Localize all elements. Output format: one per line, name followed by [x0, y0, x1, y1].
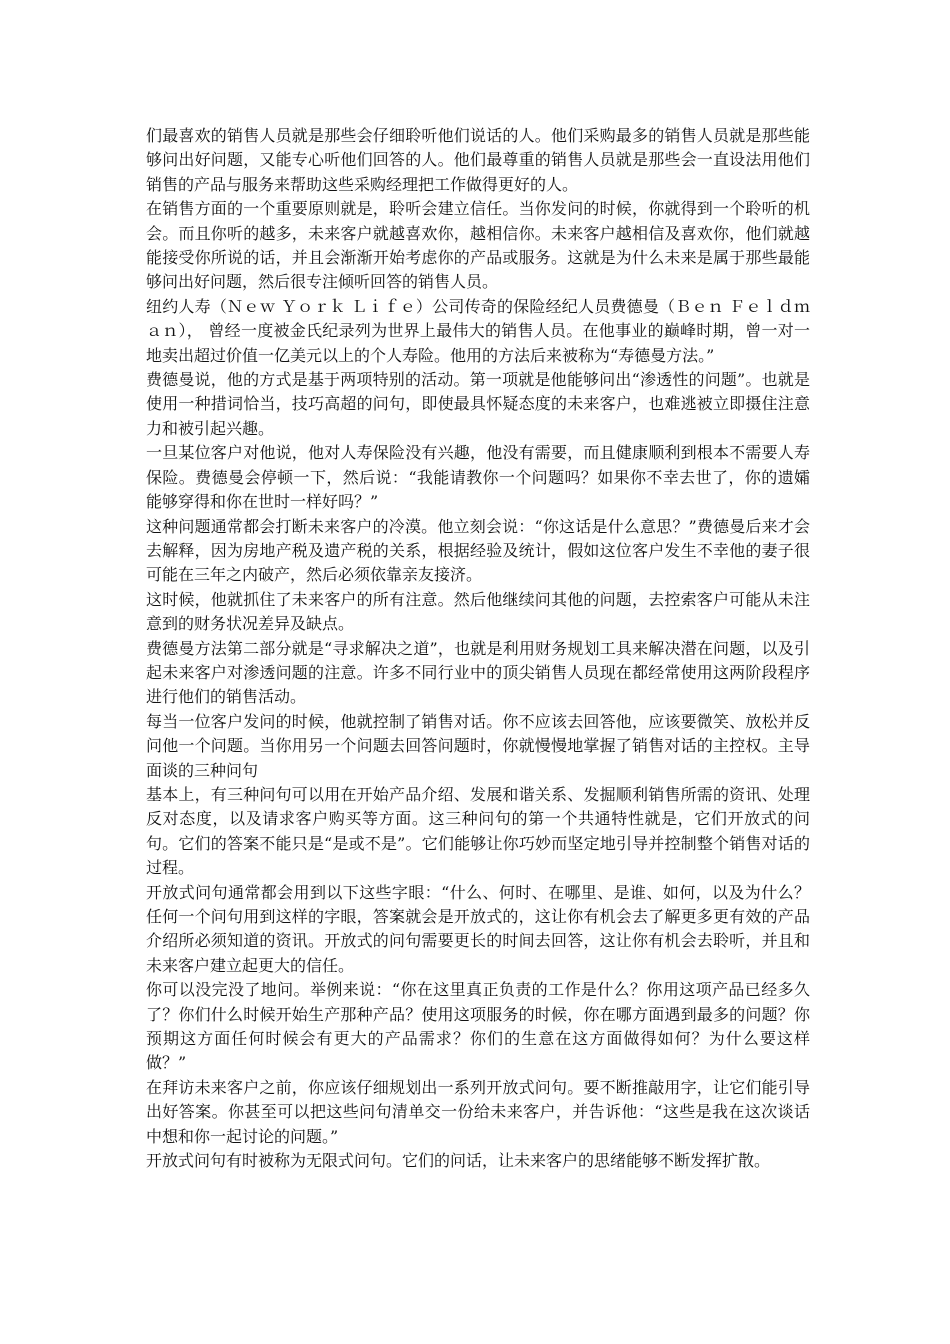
- paragraph: 这种问题通常都会打断未来客户的冷漠。他立刻会说：“你这话是什么意思？”费德曼后来才会去解释，因为房地产税及遗产税的关系，根据经验及统计，假如这位客户发生不幸他的妻子很可能在三年之内破产，然后必须依靠亲友接济。: [146, 516, 810, 585]
- paragraph: 费德曼方法第二部分就是“寻求解决之道”，也就是利用财务规划工具来解决潜在问题，以及引起未来客户对渗透问题的注意。许多不同行业中的顶尖销售人员现在都经常使用这两阶段程序进行他们的销售活动。: [146, 638, 810, 707]
- paragraph: 每当一位客户发问的时候，他就控制了销售对话。你不应该去回答他，应该要微笑、放松并反问他一个问题。当你用另一个问题去回答问题时，你就慢慢地掌握了销售对话的主控权。主导面谈的三种问句: [146, 711, 810, 780]
- paragraph: 费德曼说，他的方式是基于两项特别的活动。第一项就是他能够问出“渗透性的问题”。也就是使用一种措词恰当，技巧高超的问句，即使最具怀疑态度的未来客户，也难逃被立即摄住注意力和被引起兴趣。: [146, 370, 810, 438]
- paragraph: 你可以没完没了地问。举例来说：“你在这里真正负责的工作是什么？你用这项产品已经多久了？你们什么时候开始生产那种产品？使用这项服务的时候，你在哪方面遇到最多的问题？你预期这方面任何时候会有更大的产品需求？你们的生意在这方面做得如何？为什么要这样做？”: [146, 980, 810, 1073]
- paragraph: 开放式问句有时被称为无限式问句。它们的问话，让未来客户的思绪能够不断发挥扩散。: [146, 1151, 771, 1171]
- paragraph: 一旦某位客户对他说，他对人寿保险没有兴趣，他没有需要，而且健康顺利到根本不需要人寿保险。费德曼会停顿一下，然后说：“我能请教你一个问题吗？如果你不幸去世了，你的遗孀能够穿得和你在世时一样好吗？”: [146, 443, 810, 512]
- paragraph: 纽约人寿（Ｎｅｗ Ｙｏｒｋ Ｌｉｆｅ）公司传奇的保险经纪人员费德曼（Ｂｅｎ Ｆｅｌｄｍａｎ）， 曾经一度被金氏纪录列为世界上最伟大的销售人员。在他事业的巅峰时期，曾一对一地卖出超过价值一亿美元以上的个人寿险。他用的方法后来被称为“寿德曼方法。”: [146, 296, 810, 365]
- paragraph: 开放式问句通常都会用到以下这些字眼：“什么、何时、在哪里、是谁、如何，以及为什么？任何一个问句用到这样的字眼，答案就会是开放式的，这让你有机会去了解更多更有效的产品介绍所必须知道的资讯。开放式的问句需要更长的时间去回答，这让你有机会去聆听，并且和未来客户建立起更大的信任。: [146, 882, 810, 975]
- paragraph: 这时候，他就抓住了未来客户的所有注意。然后他继续问其他的问题，去控索客户可能从未注意到的财务状况差异及缺点。: [146, 589, 810, 634]
- paragraph: 基本上，有三种问句可以用在开始产品介绍、发展和谐关系、发掘顺利销售所需的资讯、处理反对态度，以及请求客户购买等方面。这三种问句的第一个共通特性就是，它们开放式的问句。它们的答案不能只是“是或不是”。它们能够让你巧妙而坚定地引导并控制整个销售对话的过程。: [146, 784, 810, 878]
- paragraph: 们最喜欢的销售人员就是那些会仔细聆听他们说话的人。他们采购最多的销售人员就是那些能够问出好问题，又能专心听他们回答的人。他们最尊重的销售人员就是那些会一直设法用他们销售的产品与服务来帮助这些采购经理把工作做得更好的人。: [146, 126, 810, 194]
- paragraph: 在销售方面的一个重要原则就是，聆听会建立信任。当你发问的时候，你就得到一个聆听的机会。而且你听的越多，未来客户就越喜欢你，越相信你。未来客户越相信及喜欢你，他们就越能接受你所说的话，并且会渐渐开始考虑你的产品或服务。这就是为什么未来是属于那些最能够问出好问题，然后很专注倾听回答的销售人员。: [146, 199, 810, 292]
- paragraph: 在拜访未来客户之前，你应该仔细规划出一系列开放式问句。要不断推敲用字，让它们能引导出好答案。你甚至可以把这些问句清单交一份给未来客户，并告诉他：“这些是我在这次谈话中想和你一起讨论的问题。”: [146, 1077, 810, 1146]
- document-body: [146, 124, 810, 1173]
